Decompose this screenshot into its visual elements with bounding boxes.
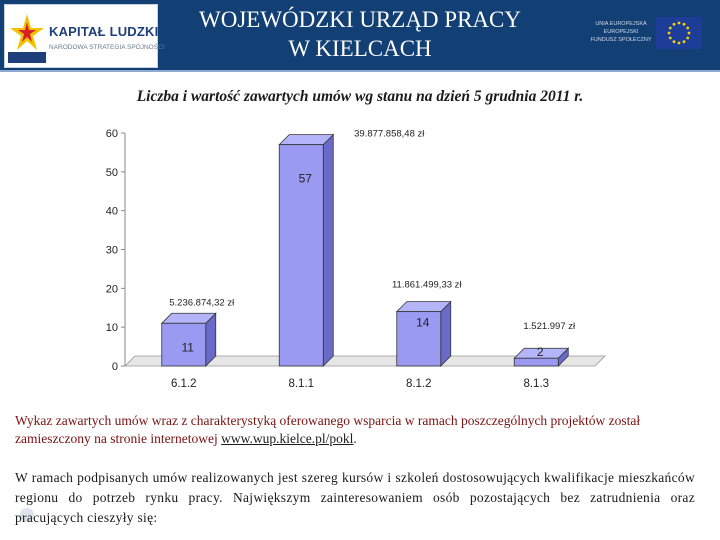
bar-top bbox=[279, 135, 333, 145]
x-category-label: 8.1.2 bbox=[405, 378, 432, 390]
y-tick-label: 20 bbox=[105, 283, 118, 296]
bar-top bbox=[397, 302, 451, 312]
logo-subtitle: NARODOWA STRATEGIA SPÓJNOŚCI bbox=[49, 44, 165, 51]
eu-caption-line: EUROPEJSKI bbox=[603, 29, 639, 35]
bar-amount-label: 11.861.499,33 zł bbox=[391, 279, 462, 291]
paragraph1-text: Wykaz zawartych umów wraz z charakterystyką oferowanego wsparcia w ramach poszczególnych projektów został zamieszczony na stronie internetowej bbox=[15, 413, 641, 446]
bar bbox=[514, 358, 558, 366]
eu-caption-line: FUNDUSZ SPOŁECZNY bbox=[590, 37, 652, 43]
bar-side bbox=[323, 135, 333, 366]
bar-amount-label: 39.877.858,48 zł bbox=[354, 128, 425, 140]
bar-value-label: 2 bbox=[536, 345, 544, 360]
training-info-paragraph: W ramach podpisanych umów realizowanych jest szereg kursów i szkoleń dostosowujących kwalifikacje mieszkańców regionu do potrzeb rynku pracy. Największym zainteresowaniem osób pozostających bez zatrudnienia oraz pracujących cieszyły się: bbox=[15, 470, 695, 525]
x-category-label: 8.1.1 bbox=[288, 378, 315, 390]
bar-value-label: 11 bbox=[181, 340, 194, 355]
contracts-info-paragraph bbox=[15, 412, 705, 448]
bar-top bbox=[162, 313, 216, 323]
bar-value-label: 57 bbox=[298, 171, 312, 186]
y-tick-label: 10 bbox=[105, 322, 118, 335]
bar-amount-label: 5.236.874,32 zł bbox=[169, 297, 235, 309]
bar-amount-label: 1.521.997 zł bbox=[523, 321, 576, 333]
x-category-label: 6.1.2 bbox=[170, 378, 197, 390]
y-tick-label: 60 bbox=[105, 128, 118, 140]
x-category-label: 8.1.3 bbox=[523, 378, 550, 390]
title-line-2: W KIELCACH bbox=[288, 36, 432, 61]
logo-title: KAPITAŁ LUDZKI bbox=[49, 24, 159, 39]
y-tick-label: 40 bbox=[105, 205, 118, 218]
wup-kielce-link[interactable]: www.wup.kielce.pl/pokl bbox=[221, 431, 354, 446]
bar-value-label: 14 bbox=[416, 315, 430, 330]
eu-caption-line: UNIA EUROPEJSKA bbox=[595, 21, 647, 27]
chart-title: Liczba i wartość zawartych umów wg stanu na dzień 5 grudnia 2011 r. bbox=[136, 88, 584, 105]
y-tick-label: 30 bbox=[105, 244, 118, 257]
y-tick-label: 50 bbox=[105, 166, 118, 179]
paragraph1-end: . bbox=[353, 431, 357, 446]
y-tick-label: 0 bbox=[111, 361, 118, 373]
title-line-1: WOJEWÓDZKI URZĄD PRACY bbox=[199, 7, 521, 32]
bar-side bbox=[441, 302, 451, 366]
